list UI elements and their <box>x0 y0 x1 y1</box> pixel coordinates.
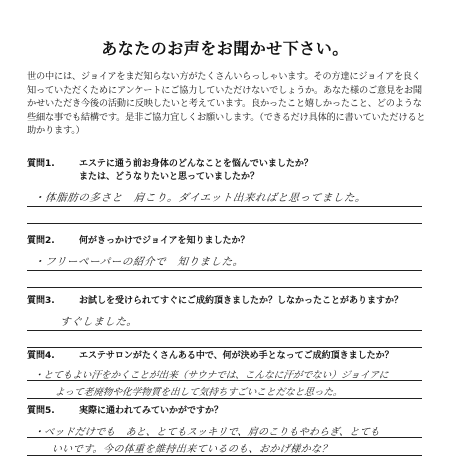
answer-line <box>27 398 422 399</box>
question-number: 質問2. <box>27 236 55 246</box>
page-title: あなたのお声をお聞かせ下さい。 <box>101 39 349 58</box>
handwritten-answer: よって老廃物や化学物質を出して気持ちすごいことだなと思った。 <box>54 387 344 398</box>
answer-line <box>27 347 422 348</box>
handwritten-answer: ・体脂肪の多さと 肩こり。ダイエット出来ればと思ってました。 <box>33 192 367 204</box>
question-text: お試しを受けられてすぐにご成約頂きましたか？しなかったことがありますか？ <box>79 296 404 306</box>
question-5 <box>27 405 223 418</box>
question-number: 質問3. <box>27 296 55 306</box>
question-subtext: または、どうなりたいと思っていましたか？ <box>79 172 260 182</box>
handwritten-answer: ・とてもよい汗をかくことが出来（サウナでは、こんなに汗がでない）ジョイアに <box>33 370 389 381</box>
answer-line <box>27 287 422 288</box>
answer-line <box>27 223 422 224</box>
intro-paragraph: 世の中には、ジョイアをまだ知らない方がたくさんいらっしゃいます。その方達にジョイアを良く知っていただくためにアンケートにご協力していただけないでしょうか。あなた様のご意見をお聞かせいただき今後の活動に反映したいと考えています。良かったこと嬉しかったこと、どのような些細な事でも結構です。是非ご協力宜しくお願いします。（できるだけ具体的に書いていただけると助かります。） <box>27 71 426 137</box>
handwritten-answer: すぐしました。 <box>59 316 139 328</box>
question-4 <box>27 350 394 363</box>
question-text: エステに通う前お身体のどんなことを悩んでいましたか？ <box>79 159 313 169</box>
answer-line <box>27 270 422 271</box>
question-text: エステサロンがたくさんある中で、何が決め手となってご成約頂きましたか？ <box>79 351 394 361</box>
handwritten-answer: ・フリーペーパーの紹介で 知りました。 <box>33 256 245 268</box>
answer-line <box>27 330 422 331</box>
question-1 <box>27 158 313 184</box>
question-text: 実際に通われてみていかがですか？ <box>79 406 224 416</box>
answer-line <box>27 206 422 207</box>
question-3 <box>27 295 403 308</box>
question-text: 何がきっかけでジョイアを知りましたか？ <box>79 236 250 246</box>
handwritten-answer: ・ベッドだけでも あと、とてもスッキリで、肩のこりもやわらぎ、とても <box>33 427 381 438</box>
answer-line <box>27 437 422 438</box>
question-number: 質問4. <box>27 351 55 361</box>
handwritten-answer: いいです。今の体重を維持出来ているのも、おかげ様かな？ <box>51 444 333 455</box>
question-number: 質問5. <box>27 406 55 416</box>
answer-line <box>27 380 422 381</box>
answer-line <box>27 455 422 456</box>
question-2 <box>27 235 250 248</box>
question-number: 質問1. <box>27 159 55 169</box>
